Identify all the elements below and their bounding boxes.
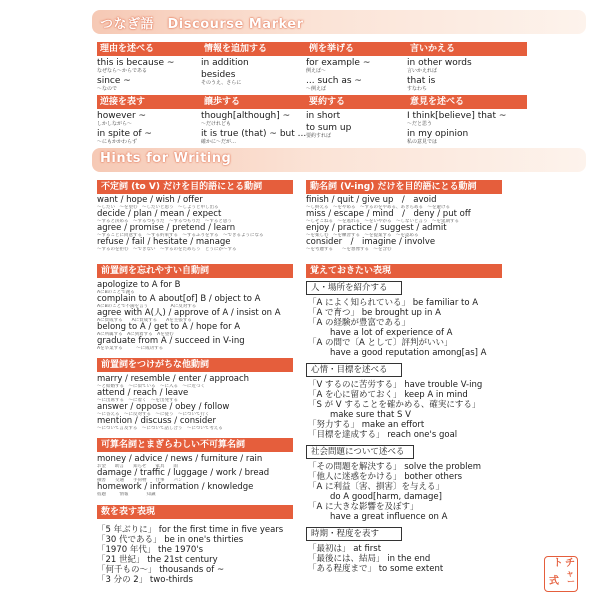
expression-line: 「努力する」 make an effort [308,420,425,430]
verb-line: consider / imagine / involve [306,237,436,247]
expression-line: make sure that S V [330,410,411,420]
verb-line: apologize to A for B [97,280,181,290]
verb-gloss: ～に答える ～に反対する ～に従う ～について行く [97,412,210,417]
expression-line: 「5 年ぶりに」 for the first time in five years [97,525,284,535]
discourse-card [407,42,527,92]
expression-line: 「何千もの～」 thousands of ~ [97,565,225,575]
discourse-gloss: 私の意見では [407,139,438,145]
section-header-numbers: 数を表す表現 [97,505,293,519]
discourse-gloss: ～だと思う [407,121,433,127]
section-header-expressions: 覚えておきたい表現 [306,264,502,278]
discourse-gloss: 確かに～だが… [201,139,237,145]
verb-gloss: ～し終える ～をやめる ～するのをやめる、あきらめる ～を避ける [306,205,450,210]
expression-line: do A good[harm, damage] [330,492,442,502]
expression-line: 「V するのに苦労する」 have trouble V-ing [308,380,483,390]
expression-line: 「1970 年代」 the 1970's [97,545,204,555]
expression-line: have a lot of experience of A [330,328,453,338]
verb-gloss: ～と結婚する ～に似ている ～に入る ～に近づく [97,384,205,389]
noun-gloss: お金 助言 知らせ 家具 雨 [97,464,178,469]
expression-line: 「最初は」 at first [308,544,382,554]
section-header-uncountable: 可算名詞とまぎらわしい不可算名詞 [97,438,293,452]
discourse-phrase: to sum up [306,123,352,133]
expression-line: 「A を心に留めておく」 keep A in mind [308,390,468,400]
verb-line: want / hope / wish / offer [97,195,203,205]
stamp-char: 式 [549,576,559,587]
discourse-card [201,95,321,145]
group-header-timing: 時期・程度を表す [306,527,402,541]
expression-line: 「A の間で〔A として〕評判がいい」 [308,338,453,348]
discourse-gloss: 言いかえれば [407,68,438,74]
transitive-verbs-list [97,375,249,431]
infinitive-verbs-list [97,196,264,252]
verb-gloss: ～することに同意する ～する約束する ～するふりをする ～できるようになる [97,233,264,238]
verb-line: answer / oppose / obey / follow [97,402,230,412]
discourse-card-header: 情報を追加する [201,42,321,56]
section-header-intransitive: 前置詞を忘れやすい自動詞 [97,264,293,278]
verb-line: agree with A(人) / approve of A / insist on A [97,308,281,318]
noun-gloss: 損害 交通 手荷物 仕事 パン [97,478,183,483]
discourse-card-header: 言いかえる [407,42,527,56]
gerund-verbs-list [306,196,471,252]
verb-line: mention / discuss / consider [97,416,216,426]
discourse-gloss: しかしながら～ [97,121,133,127]
verb-line: miss / escape / mind / deny / put off [306,209,471,219]
discourse-title-text: つなぎ語 Discourse Marker [100,17,304,32]
hints-title-text: Hints for Writing [100,151,232,166]
expression-line: have a great influence on A [330,512,448,522]
number-expressions-list [97,525,283,585]
verb-gloss: ～を楽しむ ～を練習する ～を提案する ～を認める [306,233,419,238]
discourse-phrase: besides [201,70,236,80]
expression-line: 「目標を達成する」 reach one's goal [308,430,458,440]
verb-gloss: ～しそこねる ～を逃れる ～をいやがる ～しないと言う ～を延期する [306,219,459,224]
social-expressions-list [308,462,481,522]
verb-line: complain to A about[of] B / object to A [97,294,261,304]
expression-line: 「最後には、結局」 in the end [308,554,431,564]
verb-line: attend / reach / leave [97,388,189,398]
group-header-intro: 人・場所を紹介する [306,281,402,295]
discourse-gloss: なぜなら～からである [97,68,147,74]
chart-style-stamp-logo [544,556,578,592]
verb-gloss: ～に出席する ～に着く ～を出発する [97,398,178,403]
verb-line: belong to A / get to A / hope for A [97,322,241,332]
verb-gloss: AにBのことで不満を言う Aに反対する [97,304,197,309]
section-header-infinitive: 不定詞 (to V) だけを目的語にとる動詞 [97,180,293,194]
discourse-card-header: 意見を述べる [407,95,527,109]
discourse-card-header: 例を挙げる [306,42,426,56]
expression-line: 「A によく知られている」 be familiar to A [308,298,479,308]
noun-gloss: 宿題 情報 知識 [97,492,156,497]
noun-line: homework / information / knowledge [97,482,254,492]
verb-gloss: ～を考慮する ～を想像する ～を含む [306,247,392,252]
discourse-phrase: I think[believe] that ~ [407,111,507,121]
discourse-phrase: in other words [407,58,472,68]
verb-line: refuse / fail / hesitate / manage [97,237,231,247]
discourse-card-header: 理由を述べる [97,42,217,56]
discourse-gloss: すなわち [407,86,428,92]
discourse-phrase: in my opinion [407,129,469,139]
verb-gloss: ～すると決める ～するつもりだ ～するつもりだ ～すると思う [97,219,232,224]
verb-gloss: Aを卒業する ～に成功する [97,346,164,351]
discourse-phrase: though[although] ~ [201,111,291,121]
verb-gloss: Aに賛成する Aに賛成する Aを主張する [97,318,192,323]
discourse-card-header: 譲歩する [201,95,321,109]
verb-gloss: Aに所属する Aに到着する Aを望む [97,332,174,337]
discourse-gloss: ～なので [97,86,118,92]
feelings-expressions-list [308,380,482,440]
expression-line: 「A に大きな影響を及ぼす」 [308,502,419,512]
expression-line: 「ある程度まで」 to some extent [308,564,444,574]
expression-line: 「21 世紀」 the 21st century [97,555,218,565]
discourse-phrase: in addition [201,58,249,68]
expression-line: 「30 代である」 be in one's thirties [97,535,244,545]
noun-line: damage / traffic / luggage / work / bread [97,468,270,478]
discourse-phrase: since ~ [97,76,131,86]
discourse-phrase: it is true (that) ~ but ... [201,129,307,139]
noun-line: money / advice / news / furniture / rain [97,454,263,464]
stamp-char: ト [553,558,563,569]
discourse-gloss: 要約すれば [306,133,332,139]
expression-line: 「A で育つ」 be brought up in A [308,308,441,318]
expression-line: 「3 分の 2」 two-thirds [97,575,193,585]
discourse-card [201,42,321,86]
timing-expressions-list [308,544,443,574]
expression-line: 「A に利益〔害、損害〕を与える」 [308,482,445,492]
intro-expressions-list [308,298,486,358]
stamp-char: ー [567,577,575,586]
stamp-char: チ [565,558,575,569]
verb-gloss: ～したい ～を望む ～したいと思う ～しようと申し出る [97,205,219,210]
discourse-phrase: that is [407,76,436,86]
verb-line: graduate from A / succeed in V-ing [97,336,245,346]
discourse-card-header: 逆接を表す [97,95,217,109]
discourse-gloss: ～にもかかわらず [97,139,138,145]
verb-gloss: AにBのことで謝る [97,290,135,295]
verb-line: decide / plan / mean / expect [97,209,222,219]
expression-line: 「S が V することを確かめる、確実にする」 [308,400,481,410]
expression-line: 「他人に迷惑をかける」 bother others [308,472,463,482]
group-header-social: 社会問題について述べる [306,445,414,459]
hints-section-title [92,148,586,172]
discourse-gloss: ～例えば [306,86,327,92]
verb-gloss: ～するのを拒む ～できない ～するのをためらう どうにか～する [97,247,237,252]
discourse-gloss: そのうえ、さらに [201,80,242,86]
group-header-feelings: 心情・目標を述べる [306,363,402,377]
discourse-card [97,42,217,92]
uncountable-nouns-list [97,455,269,497]
discourse-phrase: for example ~ [306,58,371,68]
section-header-transitive: 前置詞をつけがちな他動詞 [97,358,293,372]
expression-line: 「A の経験が豊富である」 [308,318,411,328]
discourse-card [407,95,527,145]
expression-line: 「その問題を解決する」 solve the problem [308,462,481,472]
expression-line: have a good reputation among[as] A [330,348,487,358]
discourse-gloss: ～だけれども [201,121,232,127]
discourse-phrase: in short [306,111,341,121]
verb-line: agree / promise / pretend / learn [97,223,236,233]
section-header-gerund: 動名詞 (V-ing) だけを目的語にとる動詞 [306,180,502,194]
verb-gloss: ～について言及する ～について話し合う ～について考える [97,426,223,431]
verb-line: marry / resemble / enter / approach [97,374,250,384]
stamp-char: ャ [566,569,574,578]
discourse-gloss: 例えば～ [306,68,327,74]
discourse-phrase: in spite of ~ [97,129,152,139]
discourse-card-header: 要約する [306,95,426,109]
discourse-phrase: ... such as ~ [306,76,362,86]
discourse-card [97,95,217,145]
discourse-section-title [92,10,586,34]
intransitive-verbs-list [97,281,281,351]
verb-line: enjoy / practice / suggest / admit [306,223,447,233]
discourse-phrase: however ~ [97,111,147,121]
verb-line: finish / quit / give up / avoid [306,195,437,205]
discourse-phrase: this is because ~ [97,58,175,68]
